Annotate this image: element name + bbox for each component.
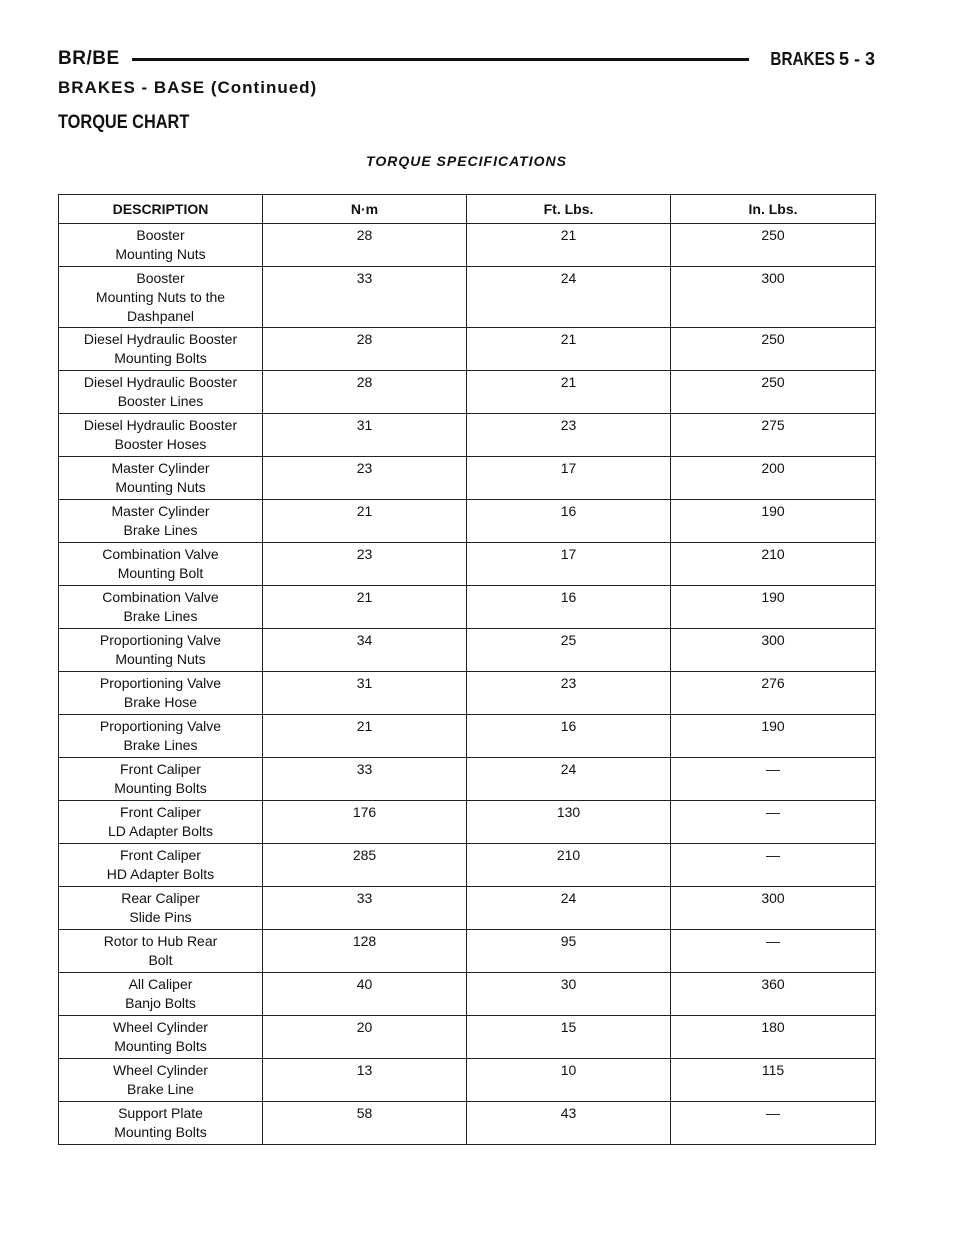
in-lbs-cell: 190 <box>671 586 876 629</box>
ft-lbs-cell: 23 <box>467 672 671 715</box>
in-lbs-cell: 276 <box>671 672 876 715</box>
ft-lbs-cell: 30 <box>467 973 671 1016</box>
nm-cell: 285 <box>263 844 467 887</box>
description-line: Brake Lines <box>123 608 198 624</box>
description-cell <box>59 973 263 1016</box>
nm-cell: 28 <box>263 371 467 414</box>
table-row <box>59 1059 876 1102</box>
ft-lbs-cell: 17 <box>467 457 671 500</box>
table-row <box>59 629 876 672</box>
table-row <box>59 801 876 844</box>
ft-lbs-cell: 15 <box>467 1016 671 1059</box>
description-line: Mounting Bolts <box>114 1124 207 1140</box>
column-header-in-lbs: In. Lbs. <box>671 195 876 224</box>
ft-lbs-cell: 24 <box>467 887 671 930</box>
chart-title: TORQUE CHART <box>58 112 190 133</box>
description-cell <box>59 267 263 328</box>
ft-lbs-cell: 24 <box>467 267 671 328</box>
chapter-name: BRAKES <box>770 48 835 69</box>
description-cell <box>59 224 263 267</box>
nm-cell: 58 <box>263 1102 467 1145</box>
table-caption: TORQUE SPECIFICATIONS <box>366 153 567 169</box>
ft-lbs-cell: 25 <box>467 629 671 672</box>
description-line: Combination Valve <box>102 546 219 562</box>
table-row <box>59 1016 876 1059</box>
description-cell <box>59 887 263 930</box>
table-row <box>59 328 876 371</box>
description-line: Proportioning Valve <box>99 632 222 648</box>
description-line: Brake Line <box>127 1081 194 1097</box>
in-lbs-cell: 250 <box>671 371 876 414</box>
in-lbs-cell: 190 <box>671 500 876 543</box>
table-row <box>59 930 876 973</box>
description-line: All Caliper <box>128 976 193 992</box>
column-header-ft-lbs: Ft. Lbs. <box>467 195 671 224</box>
description-line: Slide Pins <box>129 909 192 925</box>
description-line: Brake Hose <box>123 694 198 710</box>
torque-spec-table <box>58 194 876 1145</box>
table-header-row <box>59 195 876 224</box>
nm-cell: 40 <box>263 973 467 1016</box>
table-row <box>59 267 876 328</box>
in-lbs-cell: — <box>671 801 876 844</box>
in-lbs-cell: 190 <box>671 715 876 758</box>
description-line: Mounting Bolt <box>117 565 204 581</box>
description-line: Wheel Cylinder <box>113 1062 208 1078</box>
ft-lbs-cell: 16 <box>467 586 671 629</box>
ft-lbs-cell: 95 <box>467 930 671 973</box>
table-row <box>59 371 876 414</box>
in-lbs-cell: 210 <box>671 543 876 586</box>
section-title: BRAKES - BASE (Continued) <box>58 78 318 97</box>
description-line: Wheel Cylinder <box>113 1019 208 1035</box>
nm-cell: 33 <box>263 758 467 801</box>
description-line: LD Adapter Bolts <box>107 823 214 839</box>
ft-lbs-cell: 23 <box>467 414 671 457</box>
nm-cell: 23 <box>263 543 467 586</box>
ft-lbs-cell: 21 <box>467 371 671 414</box>
in-lbs-cell: 300 <box>671 267 876 328</box>
description-cell <box>59 457 263 500</box>
description-cell <box>59 844 263 887</box>
table-body <box>59 224 876 1145</box>
description-cell <box>59 328 263 371</box>
in-lbs-cell: 360 <box>671 973 876 1016</box>
ft-lbs-cell: 210 <box>467 844 671 887</box>
nm-cell: 176 <box>263 801 467 844</box>
table-row <box>59 844 876 887</box>
description-line: Rear Caliper <box>121 890 200 906</box>
description-cell <box>59 371 263 414</box>
ft-lbs-cell: 21 <box>467 224 671 267</box>
table-row <box>59 586 876 629</box>
nm-cell: 20 <box>263 1016 467 1059</box>
description-line: Combination Valve <box>102 589 219 605</box>
in-lbs-cell: 275 <box>671 414 876 457</box>
in-lbs-cell: — <box>671 844 876 887</box>
description-line: Proportioning Valve <box>99 675 222 691</box>
description-cell <box>59 672 263 715</box>
ft-lbs-cell: 43 <box>467 1102 671 1145</box>
nm-cell: 21 <box>263 500 467 543</box>
nm-cell: 21 <box>263 586 467 629</box>
description-line: Brake Lines <box>123 522 198 538</box>
nm-cell: 34 <box>263 629 467 672</box>
table-row <box>59 887 876 930</box>
description-line: HD Adapter Bolts <box>106 866 215 882</box>
nm-cell: 21 <box>263 715 467 758</box>
description-line: Support Plate <box>118 1105 203 1121</box>
table-row <box>59 973 876 1016</box>
description-line: Mounting Bolts <box>114 350 207 366</box>
description-line: Diesel Hydraulic Booster <box>83 331 238 347</box>
ft-lbs-cell: 17 <box>467 543 671 586</box>
description-cell <box>59 586 263 629</box>
column-header-description: DESCRIPTION <box>59 195 263 224</box>
nm-cell: 13 <box>263 1059 467 1102</box>
ft-lbs-cell: 130 <box>467 801 671 844</box>
description-cell <box>59 1016 263 1059</box>
description-cell <box>59 500 263 543</box>
description-line: Master Cylinder <box>111 460 210 476</box>
nm-cell: 23 <box>263 457 467 500</box>
description-cell <box>59 629 263 672</box>
table-row <box>59 758 876 801</box>
description-cell <box>59 801 263 844</box>
description-line: Brake Lines <box>123 737 198 753</box>
description-line: Diesel Hydraulic Booster <box>83 417 238 433</box>
header-rule <box>132 58 749 61</box>
nm-cell: 128 <box>263 930 467 973</box>
table-row <box>59 715 876 758</box>
in-lbs-cell: 250 <box>671 328 876 371</box>
nm-cell: 31 <box>263 414 467 457</box>
column-header-nm: N·m <box>263 195 467 224</box>
description-line: Mounting Nuts <box>115 479 206 495</box>
description-line: Mounting Nuts to the <box>95 289 226 305</box>
ft-lbs-cell: 10 <box>467 1059 671 1102</box>
in-lbs-cell: 300 <box>671 887 876 930</box>
in-lbs-cell: 200 <box>671 457 876 500</box>
description-line: Mounting Bolts <box>114 780 207 796</box>
description-cell <box>59 414 263 457</box>
nm-cell: 33 <box>263 887 467 930</box>
model-code: BR/BE <box>58 48 120 69</box>
ft-lbs-cell: 16 <box>467 715 671 758</box>
in-lbs-cell: 250 <box>671 224 876 267</box>
table-row <box>59 500 876 543</box>
description-cell <box>59 930 263 973</box>
in-lbs-cell: — <box>671 1102 876 1145</box>
description-line: Banjo Bolts <box>125 995 196 1011</box>
description-line: Diesel Hydraulic Booster <box>83 374 238 390</box>
nm-cell: 28 <box>263 328 467 371</box>
description-line: Rotor to Hub Rear <box>103 933 218 949</box>
ft-lbs-cell: 16 <box>467 500 671 543</box>
table-row <box>59 672 876 715</box>
table-row <box>59 543 876 586</box>
in-lbs-cell: 300 <box>671 629 876 672</box>
description-line: Front Caliper <box>120 847 201 863</box>
description-line: Front Caliper <box>120 761 201 777</box>
in-lbs-cell: 115 <box>671 1059 876 1102</box>
page-header <box>58 46 875 72</box>
description-cell <box>59 1059 263 1102</box>
nm-cell: 31 <box>263 672 467 715</box>
description-line: Master Cylinder <box>111 503 210 519</box>
description-line: Booster <box>136 270 185 286</box>
in-lbs-cell: 180 <box>671 1016 876 1059</box>
description-cell <box>59 715 263 758</box>
ft-lbs-cell: 24 <box>467 758 671 801</box>
in-lbs-cell: — <box>671 758 876 801</box>
ft-lbs-cell: 21 <box>467 328 671 371</box>
description-line: Booster Hoses <box>114 436 207 452</box>
description-line: Front Caliper <box>120 804 201 820</box>
description-line: Bolt <box>148 952 173 968</box>
in-lbs-cell: — <box>671 930 876 973</box>
table-row <box>59 224 876 267</box>
description-line: Proportioning Valve <box>99 718 222 734</box>
table-row <box>59 414 876 457</box>
description-line: Booster <box>136 227 185 243</box>
description-line: Mounting Nuts <box>115 246 206 262</box>
description-line: Mounting Nuts <box>115 651 206 667</box>
description-cell <box>59 543 263 586</box>
description-line: Dashpanel <box>127 308 194 324</box>
nm-cell: 28 <box>263 224 467 267</box>
description-line: Mounting Bolts <box>114 1038 207 1054</box>
description-line: Booster Lines <box>117 393 204 409</box>
page-number: 5 - 3 <box>838 48 875 69</box>
description-cell <box>59 758 263 801</box>
nm-cell: 33 <box>263 267 467 328</box>
description-cell <box>59 1102 263 1145</box>
table-row <box>59 457 876 500</box>
table-row <box>59 1102 876 1145</box>
